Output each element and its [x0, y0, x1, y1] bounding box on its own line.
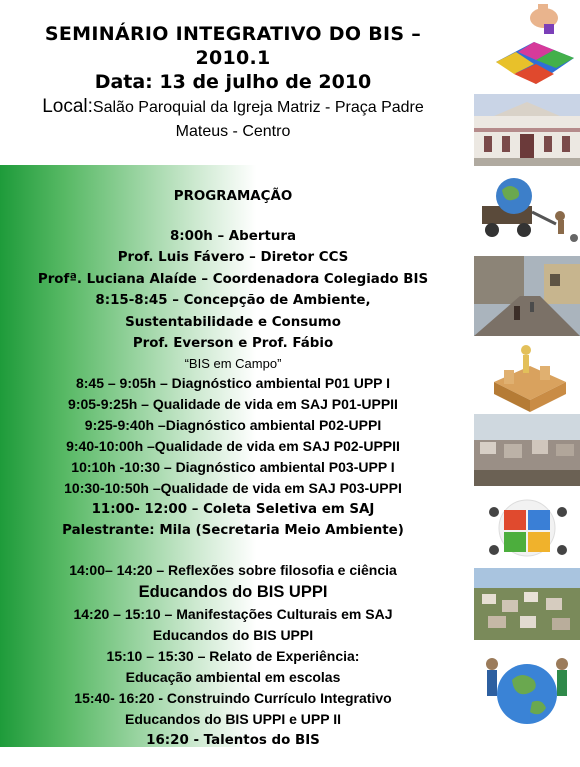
image-sidebar: [466, 0, 580, 767]
local-line: [0, 95, 466, 120]
program-line: 10:10h -10:30 – Diagnóstico ambiental P03-UPP I: [71, 458, 395, 475]
program-line: 8:15-8:45 – Concepção de Ambiente,: [95, 293, 371, 308]
figure-building-blocks-image: [474, 342, 580, 414]
program-line: Prof. Everson e Prof. Fábio: [132, 336, 334, 351]
program: [0, 186, 466, 751]
program-line: 16:20 - Talentos do BIS: [146, 732, 320, 748]
program-line: Educandos do BIS UPPI: [138, 582, 328, 601]
program-line: Educandos do BIS UPPI: [152, 626, 314, 643]
program-heading: PROGRAMAÇÃO: [173, 189, 293, 204]
people-globe-image: [474, 644, 580, 730]
flyer-header: [0, 22, 466, 144]
program-line: 10:30-10:50h –Qualidade de vida em SAJ P03-UPPI: [64, 479, 402, 496]
program-line: Palestrante: Mila (Secretaria Meio Ambiente): [62, 523, 404, 538]
program-line: 11:00- 12:00 – Coleta Seletiva em SAJ: [91, 501, 375, 517]
local-label: Local:: [42, 96, 93, 117]
street-image: [474, 256, 580, 336]
puzzle-hand-image: [474, 4, 580, 90]
program-line: Prof. Luis Fávero – Diretor CCS: [117, 250, 349, 265]
program-line: Educandos do BIS UPPI e UPP II: [124, 710, 341, 727]
program-line: Sustentabilidade e Consumo: [125, 314, 341, 330]
local-text: Salão Paroquial da Igreja Matriz - Praça Padre: [92, 99, 424, 116]
program-line: 8:00h – Abertura: [169, 228, 297, 244]
spacer: [0, 542, 466, 560]
program-line: 15:40- 16:20 - Construindo Currículo Integrativo: [74, 689, 392, 706]
program-line: 14:20 – 15:10 – Manifestações Culturais em SAJ: [73, 605, 393, 622]
church-building-image: [474, 94, 580, 166]
program-line: 9:05-9:25h – Qualidade de vida em SAJ P01-UPPII: [68, 395, 398, 412]
program-line: 8:45 – 9:05h – Diagnóstico ambiental P01 UPP I: [75, 374, 391, 391]
puzzle-people-image: [474, 490, 580, 562]
hillside-houses-image: [474, 568, 580, 640]
program-line: 14:00– 14:20 – Reflexões sobre filosofia e ciência: [69, 561, 397, 578]
program-line: 15:10 – 15:30 – Relato de Experiência:: [106, 647, 360, 664]
program-line: Educação ambiental em escolas: [125, 668, 341, 685]
program-line: Profª. Luciana Alaíde – Coordenadora Colegiado BIS: [37, 271, 429, 287]
program-line: “BIS em Campo”: [184, 355, 282, 371]
program-line: 9:40-10:00h –Qualidade de vida em SAJ P02-UPPII: [66, 437, 400, 454]
program-line: 9:25-9:40h –Diagnóstico ambiental P02-UPPI: [84, 416, 382, 433]
houses-image: [474, 414, 580, 486]
local-line2: Mateus - Centro: [175, 123, 291, 140]
title-line1: SEMINÁRIO INTEGRATIVO DO BIS –: [44, 23, 422, 45]
globe-cart-image: [474, 172, 580, 250]
date-line: Data: 13 de julho de 2010: [94, 71, 372, 93]
title-line2: 2010.1: [195, 47, 271, 69]
